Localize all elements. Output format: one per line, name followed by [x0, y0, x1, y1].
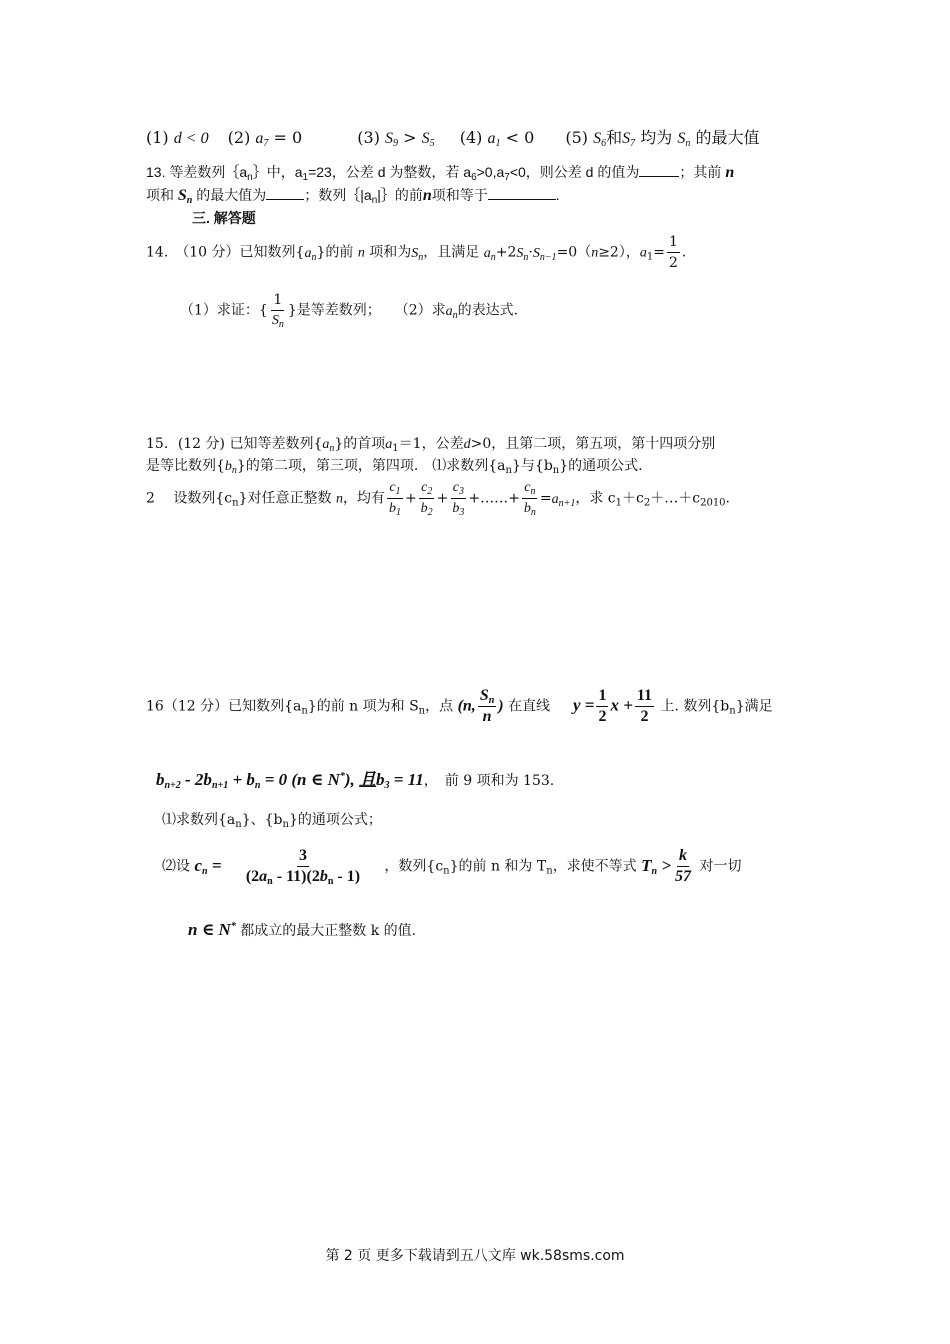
q15-l2-a: 是等比数列{	[146, 458, 225, 474]
q13-l2-d: |｝的前	[377, 187, 423, 203]
q15-l3-c: ，均有	[342, 490, 385, 507]
q15-d: >0，且第二项，第五项，第十四项分别	[470, 436, 716, 452]
q14-a: 14. （10 分）已知数列{	[146, 244, 305, 261]
q15-l3-e: ＋c	[622, 490, 644, 507]
q15-line-1: 15．(12 分) 已知等差数列$\{a_n\}$的首项$a_1=1$，公差d>0，且第二项，第五项，第十四项分别	[146, 436, 716, 454]
q16-l3-a: ⑴求数列{a	[162, 812, 236, 828]
q15-l3-g: .	[725, 490, 730, 507]
page-footer: 第 2 页 更多下载请到五八文库 wk.58sms.com	[325, 1248, 625, 1264]
q15-l2-b: }的第二项，第三项，第四项. ⑴求数列{a	[236, 458, 506, 474]
q13-l2-f: .	[555, 187, 560, 203]
q13-blank-2	[266, 185, 304, 200]
q16-l3-b: }、{b	[241, 812, 283, 828]
q16-line-5: n ∈ N* 都成立的最大正整数 k 的值.	[188, 920, 417, 939]
q13-l2-e: 项和等于	[431, 187, 488, 203]
q13-text-f: ；其前	[679, 164, 722, 180]
q16-line-2: $b_{n+2} - 2b_{n+1} + b_n = 0$ (n ∈ N*), 且$b_3 = 11$， 前 9 项和为 153.	[156, 770, 555, 791]
q13-blank-3	[488, 185, 556, 200]
option-5-s7: $S_7$	[622, 130, 636, 149]
q14-l2-c: 的表达式.	[457, 302, 519, 319]
q15-b: }的首项	[334, 436, 386, 452]
q16-l2-end: ， 前 9 项和为 153.	[423, 773, 555, 789]
option-4-var: $a_1$	[487, 130, 501, 149]
q13-text-a: 13. 等差数列｛a	[146, 164, 248, 180]
q13-l2-a: 项和	[146, 187, 174, 203]
q15-l3-d: ，求 c	[575, 490, 616, 507]
q13-text-e: <0，则公差 d 的值为	[509, 164, 640, 180]
q15-l3-a: 2 设数列{c	[146, 490, 233, 507]
q15-l3-b: }对任意正整数	[238, 490, 332, 507]
option-3-rel: >	[403, 128, 417, 147]
q13-text-d: >0,a	[476, 164, 505, 180]
option-3-label: (3)	[357, 128, 380, 147]
section-title: 三. 解答题	[192, 210, 256, 226]
q13-text-b: ｝中，a	[252, 164, 303, 180]
q15-line-2: 是等比数列$\{b_n\}$的第二项，第三项，第四项. ⑴求数列$\{a_n\}$与$\{b_n\}$的通项公式.	[146, 458, 643, 476]
q15-dots: +……+	[468, 490, 520, 507]
option-2-var: $a_7$	[255, 130, 269, 149]
option-5-end: 的最大值	[695, 128, 760, 147]
q16-l4-a: ⑵设	[162, 858, 190, 875]
q13-line-1: 13. 等差数列$\{a_n\}$中，$a_1=23$，公差 d 为整数，若 $a_6>0,a_7<0$，则公差 d 的值为 ；其前 n	[146, 164, 735, 183]
q15-c: ＝1，公差	[398, 436, 464, 452]
q13-blank-1	[639, 162, 679, 177]
q14-e: +2	[495, 244, 517, 261]
option-5-and: 和	[606, 128, 623, 147]
q14-l2-b: }是等差数列； （2）求	[287, 302, 446, 319]
q15-l2-d: }的通项公式.	[559, 458, 643, 474]
q16-l4-c: }的前 n 和为 T	[449, 858, 547, 875]
q15-line-3: 2 设数列$\{c_n\}$对任意正整数 n，均有 $\frac{c_1}{b_1}$ + $\frac{c_2}{b_2}$ + $\frac{c_3}{b_3}$ +……+ $\frac{c_n}{b_n}$ $=a_{n+1}$，求 $c_1+c_2+\dots+c_{2010}$.	[146, 480, 730, 518]
q14-f: ·	[528, 244, 533, 261]
q16-line-4: ⑵设 $c_n$ = $\frac{3}{(2a_n - 11)(2b_n - 1)}$ ，数列$\{c_n\}$的前 n 和为 $T_n$，求使不等式 $T_n$ > $\frac{k}{57}$ 对一切	[162, 847, 742, 887]
q13-line-2: 项和 $S_n$ 的最大值为 ；数列$\{|a_n|\}$的前n项和等于 .	[146, 187, 560, 206]
q14-line-1: 14. （10 分）已知数列$\{a_n\}$的前 n 项和为$S_n$，且满足 $a_n+2S_n\cdot S_{n-1}=0(n\ge 2)$，$a_1=$ $\frac{1}{2}$ .	[146, 234, 687, 271]
option-3-s9: $S_9$	[385, 130, 399, 149]
option-1-math: d < 0	[173, 130, 209, 147]
q15-a: 15．(12 分) 已知等差数列{	[146, 436, 323, 452]
q16-b: }的前 n 项为和 S	[307, 698, 419, 715]
q16-e: 上. 数列{b	[660, 698, 730, 715]
q14-l2-a: （1）求证：{	[180, 302, 268, 319]
option-3-s5: $S_5$	[421, 130, 435, 149]
q16-l3-c: }的通项公式；	[288, 812, 382, 828]
q13-l2-b: 的最大值为	[196, 187, 267, 203]
option-5-sn: $S_n$	[677, 130, 691, 149]
q15-l3-f: ＋…＋c	[650, 490, 701, 507]
q14-c: 项和为	[369, 244, 412, 261]
option-5-label: (5)	[565, 128, 589, 147]
q14-g: =0（	[556, 244, 592, 261]
q14-half-fraction: $\frac{1}{2}$	[668, 234, 678, 271]
q13-l2-c: ；数列｛|a	[304, 187, 372, 203]
q14-h: ≥2），	[598, 244, 640, 261]
q16-line-1: 16（12 分）已知数列$\{a_n\}$的前 n 项为和 $S_n$，点 (n, $\frac{S_n}{n}$ ) 在直线 y = $\frac{1}{2}$ x + $\frac{11}{2}$ 上. 数列$\{b_n\}$满足	[146, 687, 773, 725]
q14-d: ，且满足	[423, 244, 480, 261]
q16-l4-d: ，求使不等式	[552, 858, 637, 875]
q15-eq: =	[539, 490, 552, 507]
option-5-s6: $S_6$	[593, 130, 607, 149]
q16-c: ，点	[425, 698, 454, 715]
q16-f: }满足	[735, 698, 773, 715]
q16-l4-b: ，数列{c	[384, 858, 444, 875]
q12-options-line	[146, 128, 759, 149]
option-2-math: = 0	[273, 128, 303, 147]
option-4-rel: < 0	[505, 128, 535, 147]
q15-l2-c: }与{b	[512, 458, 553, 474]
q14-recip-fraction: $\frac{1}{S_n}$	[271, 292, 284, 330]
option-1-label: (1)	[146, 128, 169, 147]
q16-d: 在直线	[508, 698, 551, 715]
option-5-tail: 均为	[640, 128, 673, 147]
q14-end: .	[681, 244, 687, 261]
q13-text-c: =23，公差 d 为整数，若 a	[308, 164, 472, 180]
q14-line-2: （1）求证：{ $\frac{1}{S_n}$ }是等差数列； （2）求$a_n$的表达式.	[180, 292, 519, 330]
option-2-label: (2)	[227, 128, 251, 147]
q14-i: =	[653, 244, 665, 261]
q16-l4-e: 对一切	[699, 858, 742, 875]
option-4-label: (4)	[459, 128, 483, 147]
q16-a: 16（12 分）已知数列{a	[146, 698, 302, 715]
q16-line-3: ⑴求数列$\{a_n\}$、$\{b_n\}$的通项公式；	[162, 812, 382, 830]
q16-l5: 都成立的最大正整数 k 的值.	[240, 923, 417, 939]
q14-b: }的前	[316, 244, 354, 261]
